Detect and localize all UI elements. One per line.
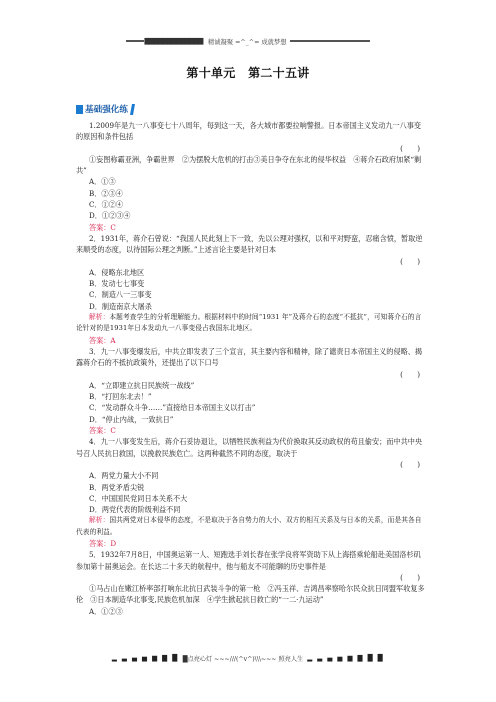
footer-text: █点亮心灯 ~~~///(^v^)\\\~~~ 照亮人生	[182, 655, 304, 663]
q3-answer: 答案：C	[89, 426, 116, 436]
q4-option-a: A．两党力量大小不同	[89, 471, 159, 481]
section-bracket-icon	[130, 104, 135, 115]
q5-items: ①马占山在嫩江桥率部打响东北抗日武装斗争的第一枪 ②冯玉祥、吉鸿昌率察哈尔民众抗日同盟军收复多伦 ③日本制造华北事变,民族危机加深 ④学生掀起抗日救亡的“一二·九运动”	[76, 584, 425, 605]
page-header	[0, 35, 496, 47]
q5-bracket: ( )	[400, 572, 420, 582]
page-title	[0, 64, 496, 81]
q1-answer: 答案：C	[89, 222, 116, 232]
q1-option-b: B．②③④	[89, 188, 123, 198]
q5-option-a: A．①②③	[89, 606, 123, 616]
q4-explanation	[76, 515, 426, 538]
page-footer	[0, 653, 496, 663]
q1-option-c: C．①②④	[89, 200, 124, 210]
section-heading	[76, 103, 134, 115]
q2-bracket: ( )	[400, 256, 420, 266]
q2-explanation-text: 本题考查学生的分析理解能力。根据材料中的时间“1931 年”及蒋介石的态度“不抵抗”，可知蒋介石的言论针对的是1931年日本发动九一八事变侵占我国东北地区。	[76, 313, 422, 333]
q2-answer: 答案：A	[89, 335, 116, 345]
q3-option-b: B．“打回东北去！”	[89, 392, 152, 402]
section-marker-icon	[76, 105, 83, 114]
q2-explanation-tag: 解析：	[89, 313, 110, 322]
header-blocks: ▇▇▇▇▇▇▇▇▇▇▇▇▇	[144, 37, 203, 45]
q4-bracket: ( )	[400, 459, 420, 469]
q4-explanation-tag: 解析：	[89, 516, 110, 525]
title-unit: 第十单元	[186, 66, 236, 80]
q1-option-a: A．①③	[89, 177, 116, 187]
q4-explanation-text: 国共两党对日本侵华的态度，不是取决于各自势力的大小、双方的相互关系及与日本的关系，而是其各自代表的利益。	[76, 516, 422, 536]
header-brand-text: 精诚凝聚 =^_^= 成就梦想	[207, 38, 287, 46]
q1-stem: 1.2009年是九一八事变七十八周年，每到这一天，各大城市都要拉响警报。日本帝国主义发动九一八事变的原因和条件包括	[76, 121, 422, 142]
q4-option-d: D．两党代表的阶级利益不同	[89, 505, 181, 515]
q4-option-b: B．两党矛盾尖锐	[89, 482, 145, 492]
q4-option-c: C．中国国民党同日本关系不大	[89, 493, 188, 503]
q5-stem: 5．1932年7月8日，中国奥运第一人、短跑选手刘长春在张学良将军资助下从上海搭乘轮船赴美国洛杉矶参加第十届奥运会。在长达二十多天的航程中，他与船友不可能聊的历史事件是	[76, 550, 421, 571]
q2-option-b: B．发动七七事变	[89, 279, 145, 289]
q2-explanation	[76, 312, 426, 335]
q2-stem: 2．1931年，蒋介石曾说：“我国人民此刻上下一致，先以公理对强权，以和平对野蛮，忍痛含愤，暂取逆来顺受的态度，以待国际公理之判断。”上述言论主要是针对日本	[76, 233, 423, 255]
q3-bracket: ( )	[400, 369, 420, 379]
footer-blocks-right: ▂ ▃ ▄ ▅ ▆ ▇ █ █	[307, 654, 385, 662]
q2-option-c: C．制造八一三事变	[89, 290, 152, 300]
q3-option-c: C．“发动群众斗争……”直接给日本帝国主义以打击”	[89, 403, 256, 413]
q1-bracket: ( )	[400, 143, 420, 153]
header-rule-left	[126, 40, 144, 42]
section-label: 基础强化练	[85, 105, 128, 115]
q1-items: ①妄图称霸亚洲，争霸世界 ②为摆脱大危机的打击③美日争夺在东北的侵华权益 ④蒋介石政府加紧“剿共”	[76, 154, 422, 176]
q4-stem: 4．九一八事变发生后，蒋介石妥协退让，以牺牲民族利益为代价换取其反动政权的苟且偷安；而中共中央号召人民抗日救国，以挽救民族危亡。这两种截然不同的态度，取决于	[76, 437, 423, 458]
title-lesson: 第二十五讲	[248, 66, 310, 80]
q3-option-a: A．“立即建立抗日民族统一战线”	[89, 380, 195, 390]
q3-stem: 3．九一八事变爆发后，中共立即发表了三个宣言，其主要内容和精神，除了谴责日本帝国主义的侵略、揭露蒋介石的不抵抗政策外，还提出了以下口号	[76, 346, 423, 368]
q1-option-d: D．①②③④	[89, 211, 131, 221]
q2-option-d: D．制造南京大屠杀	[89, 301, 152, 311]
header-rule-right	[290, 40, 370, 42]
question-list	[76, 120, 426, 617]
q4-answer: 答案：D	[89, 538, 117, 548]
footer-blocks-left: ▂ ▃ ▄ ▅ ▆ ▇ █	[111, 654, 179, 662]
q3-option-d: D．“停止内战，一致抗日”	[89, 414, 174, 424]
q2-option-a: A．侵略东北地区	[89, 267, 145, 277]
